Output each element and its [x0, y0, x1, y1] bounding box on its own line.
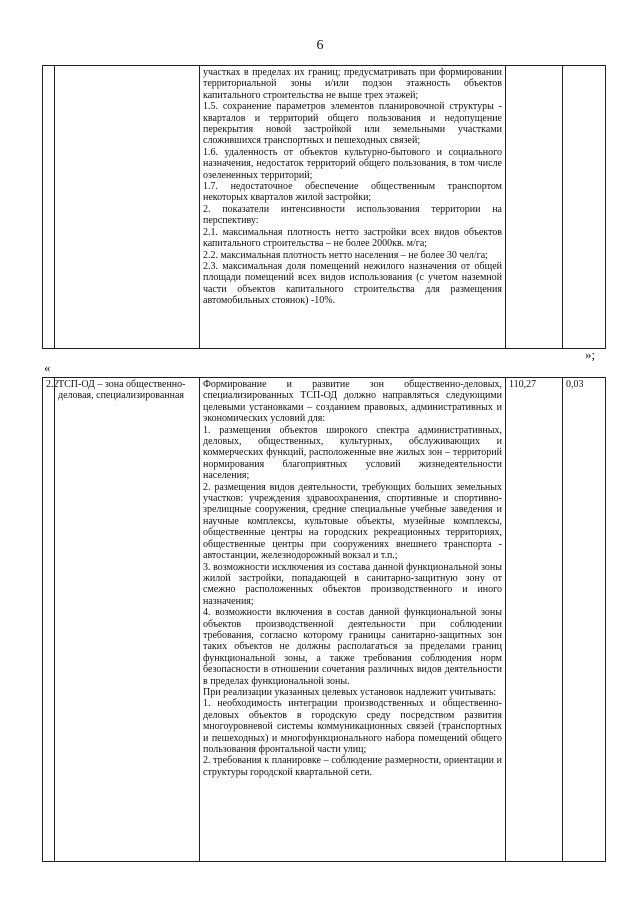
- paragraph: 2. требования к планировке – соблюдение размерности, ориентации и структуры городской квартальной сети.: [203, 755, 502, 778]
- paragraph: 1.6. удаленность от объектов культурно-бытового и социального назначения, недостаток территорий общего пользования, в том числе озелененных территорий;: [203, 146, 502, 181]
- paragraph: 2.3. максимальная доля помещений нежилого назначения от общей площади помещений всех видов использования (с учетом наземной части объектов капитального строительства для размещения автомобильных стоянок) -10%.: [203, 260, 502, 307]
- opening-quote: «: [44, 360, 51, 375]
- paragraph: 1.5. сохранение параметров элементов планировочной структуры - кварталов и территорий общего пользования и недопущение перекрытия новой застройкой или земельными участками сложившихся транспортных и пешеходных связей;: [203, 101, 502, 147]
- paragraph: 2.2. максимальная плотность нетто населения – не более 30 чел/га;: [203, 249, 488, 261]
- closing-quote: »;: [585, 347, 596, 362]
- zone-area: 110,27: [506, 378, 563, 862]
- zone-percent: 0,03: [563, 378, 606, 862]
- paragraph: 1.7. недостаточное обеспечение общественным транспортом некоторых кварталов жилой застройки;: [203, 181, 502, 204]
- cell-zone: [55, 66, 200, 349]
- paragraph: 3. возможности исключения из состава данной функциональной зоны жилой застройки, попадающей в санитарно-защитную зону от смежно расположенных объектов производственного и иного назначения;: [203, 561, 502, 607]
- table-zone-entry: [42, 377, 606, 862]
- paragraph: 2. размещения видов деятельности, требующих больших земельных участков: учреждения здравоохранения, спортивные и спортивно-зрелищные сооружения, средние специальные учебные заведения и научные комплексы, культовые объекты, музейные комплексы, общественные центры на городских рекреационных территориях, общественные центры при сооружениях внешнего транспорта - автостанции, железнодорожный вокзал и т.п.;: [203, 481, 502, 562]
- paragraph: 1. необходимость интеграции производственных и общественно-деловых объектов в городскую среду посредством развития многоуровневой системы коммуникационных связей (транспортных и пешеходных) и многофункционального набора помещений общего пользования фронтальной части улиц;: [203, 698, 502, 755]
- paragraph: 4. возможности включения в состав данной функциональной зоны объектов производственной деятельности при соблюдении требования, согласно которому границы санитарно-защитных зон таких объектов не должны располагаться за пределами границ функциональной зоны, а также требования соблюдения норм безопасности в отношении сочетания различных видов деятельности в пределах функциональной зоны.: [203, 607, 502, 687]
- cell-description: [200, 66, 506, 349]
- paragraph: Формирование и развитие зон общественно-деловых, специализированных ТСП-ОД должно направляться следующими целевыми установками – созданием правовых, административных и экономических условий для:: [203, 379, 502, 425]
- paragraph: участках в пределах их границ; предусматривать при формировании территориальной зоны и/или подзон этажность объектов капитального строительства не выше трех этажей;: [203, 67, 502, 101]
- paragraph: 1. размещения объектов широкого спектра административных, деловых, общественных, культурных, обслуживающих и коммерческих функций, расположенные вне жилых зон – территорий нормирования благоприятных условий жизнедеятельности населения;: [203, 424, 502, 482]
- row-number: 2.2: [43, 378, 55, 862]
- cell-percent: [563, 66, 606, 349]
- paragraph: При реализации указанных целевых установок надлежит учитывать:: [203, 686, 497, 698]
- table-continuation: [42, 65, 606, 349]
- cell-num: [43, 66, 55, 349]
- paragraph: 2.1. максимальная плотность нетто застройки всех видов объектов капитального строительства – не более 2000кв. м/га;: [203, 226, 502, 250]
- cell-area: [506, 66, 563, 349]
- paragraph: 2. показатели интенсивности использования территории на перспективу:: [203, 203, 502, 227]
- zone-name: ТСП-ОД – зона общественно-деловая, специализированная: [55, 378, 200, 862]
- page-number: 6: [316, 38, 324, 53]
- zone-description: [200, 378, 506, 862]
